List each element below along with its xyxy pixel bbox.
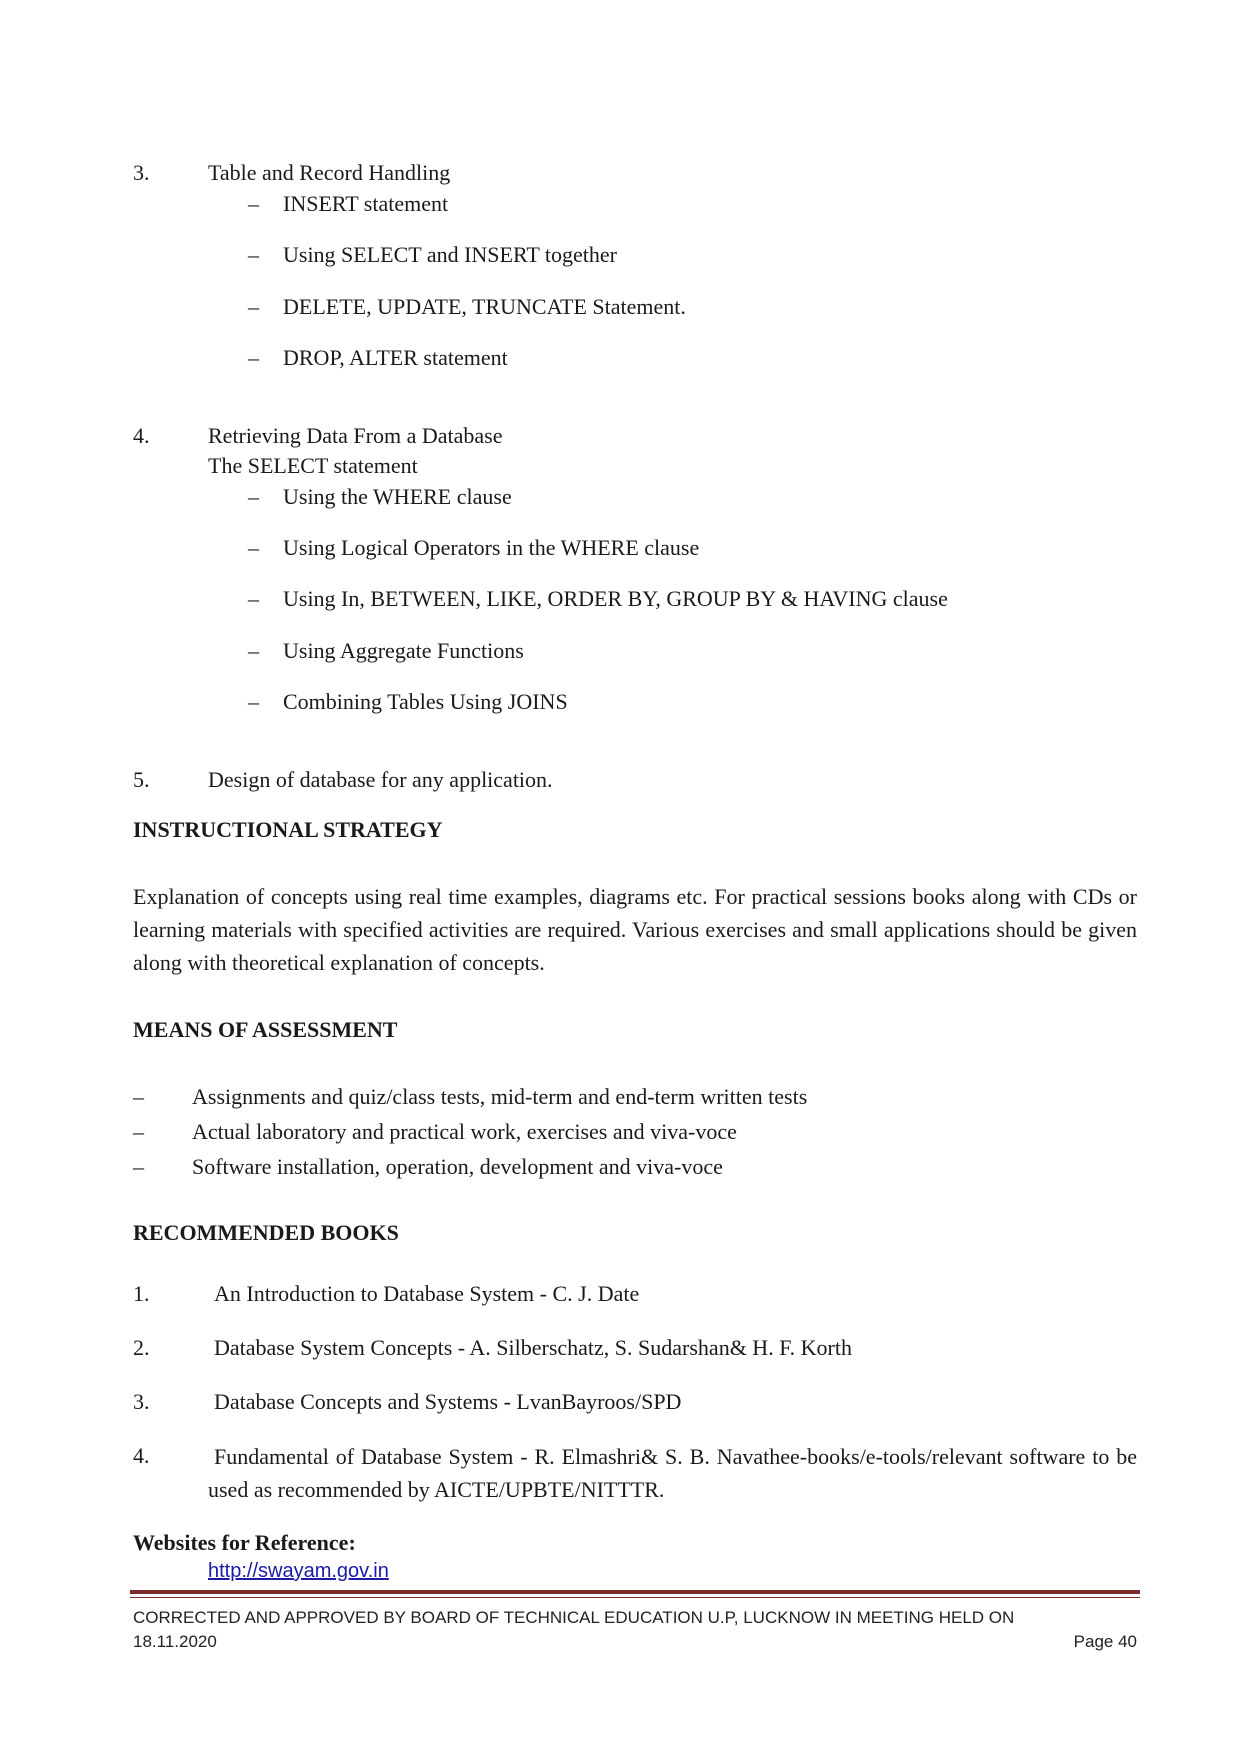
assessment-item: Software installation, operation, development and viva-voce	[192, 1154, 723, 1179]
list-item: Using In, BETWEEN, LIKE, ORDER BY, GROUP BY & HAVING clause	[283, 586, 948, 611]
assessment-item: Actual laboratory and practical work, exercises and viva-voce	[192, 1119, 737, 1144]
instructional-text: Explanation of concepts using real time examples, diagrams etc. For practical sessions books along with CDs or learning materials with specified activities are required. Various exercises and small applications should be given along with theoretical explanation of concepts.	[133, 884, 1137, 975]
book-title: Database System Concepts - A. Silberschatz, S. Sudarshan& H. F. Korth	[214, 1335, 852, 1360]
list-item: Using the WHERE clause	[283, 484, 512, 509]
websites-heading: Websites for Reference:	[133, 1530, 356, 1555]
book-number: 2.	[133, 1335, 150, 1360]
section-3-title: Table and Record Handling	[208, 160, 451, 185]
bullet-dash: –	[248, 586, 259, 611]
list-item: Using Aggregate Functions	[283, 638, 524, 663]
bullet-dash: –	[248, 345, 259, 370]
section-5-number: 5.	[133, 767, 150, 792]
bullet-dash: –	[248, 191, 259, 216]
section-4-title: Retrieving Data From a Database	[208, 423, 503, 448]
list-item: DROP, ALTER statement	[283, 345, 508, 370]
bullet-dash: –	[248, 689, 259, 714]
bullet-dash: –	[248, 242, 259, 267]
section-3-number: 3.	[133, 160, 150, 185]
bullet-dash: –	[133, 1084, 144, 1109]
book-number: 4.	[133, 1443, 150, 1468]
book-title: Fundamental of Database System - R. Elmashri& S. B. Navathee-books/e-tools/relevant software to be used as recommended by AICTE/UPBTE/NITTTR.	[208, 1444, 1137, 1502]
book-title: An Introduction to Database System - C. J. Date	[214, 1281, 640, 1306]
book-number: 3.	[133, 1389, 150, 1414]
bullet-dash: –	[248, 638, 259, 663]
footer-date: 18.11.2020	[133, 1632, 217, 1651]
section-4-subtitle: The SELECT statement	[208, 453, 418, 478]
footer-rule-thin	[130, 1597, 1140, 1598]
footer-rule	[130, 1590, 1140, 1594]
section-4-number: 4.	[133, 423, 150, 448]
list-item: DELETE, UPDATE, TRUNCATE Statement.	[283, 294, 686, 319]
bullet-dash: –	[248, 535, 259, 560]
section-5-title: Design of database for any application.	[208, 767, 553, 792]
list-item: Using SELECT and INSERT together	[283, 242, 617, 267]
bullet-dash: –	[133, 1154, 144, 1179]
book-number: 1.	[133, 1281, 150, 1306]
book-title: Database Concepts and Systems - LvanBayroos/SPD	[214, 1389, 682, 1414]
list-item: INSERT statement	[283, 191, 449, 216]
books-heading: RECOMMENDED BOOKS	[133, 1220, 399, 1245]
list-item: Combining Tables Using JOINS	[283, 689, 568, 714]
page-number: Page 40	[1073, 1632, 1137, 1651]
instructional-heading: INSTRUCTIONAL STRATEGY	[133, 817, 443, 842]
assessment-item: Assignments and quiz/class tests, mid-term and end-term written tests	[192, 1084, 808, 1109]
bullet-dash: –	[248, 484, 259, 509]
assessment-heading: MEANS OF ASSESSMENT	[133, 1017, 398, 1042]
swayam-link[interactable]: http://swayam.gov.in	[208, 1560, 389, 1582]
list-item: Using Logical Operators in the WHERE clause	[283, 535, 700, 560]
footer-approval-text: CORRECTED AND APPROVED BY BOARD OF TECHNICAL EDUCATION U.P, LUCKNOW IN MEETING HELD ON	[133, 1608, 1015, 1627]
bullet-dash: –	[248, 294, 259, 319]
bullet-dash: –	[133, 1119, 144, 1144]
